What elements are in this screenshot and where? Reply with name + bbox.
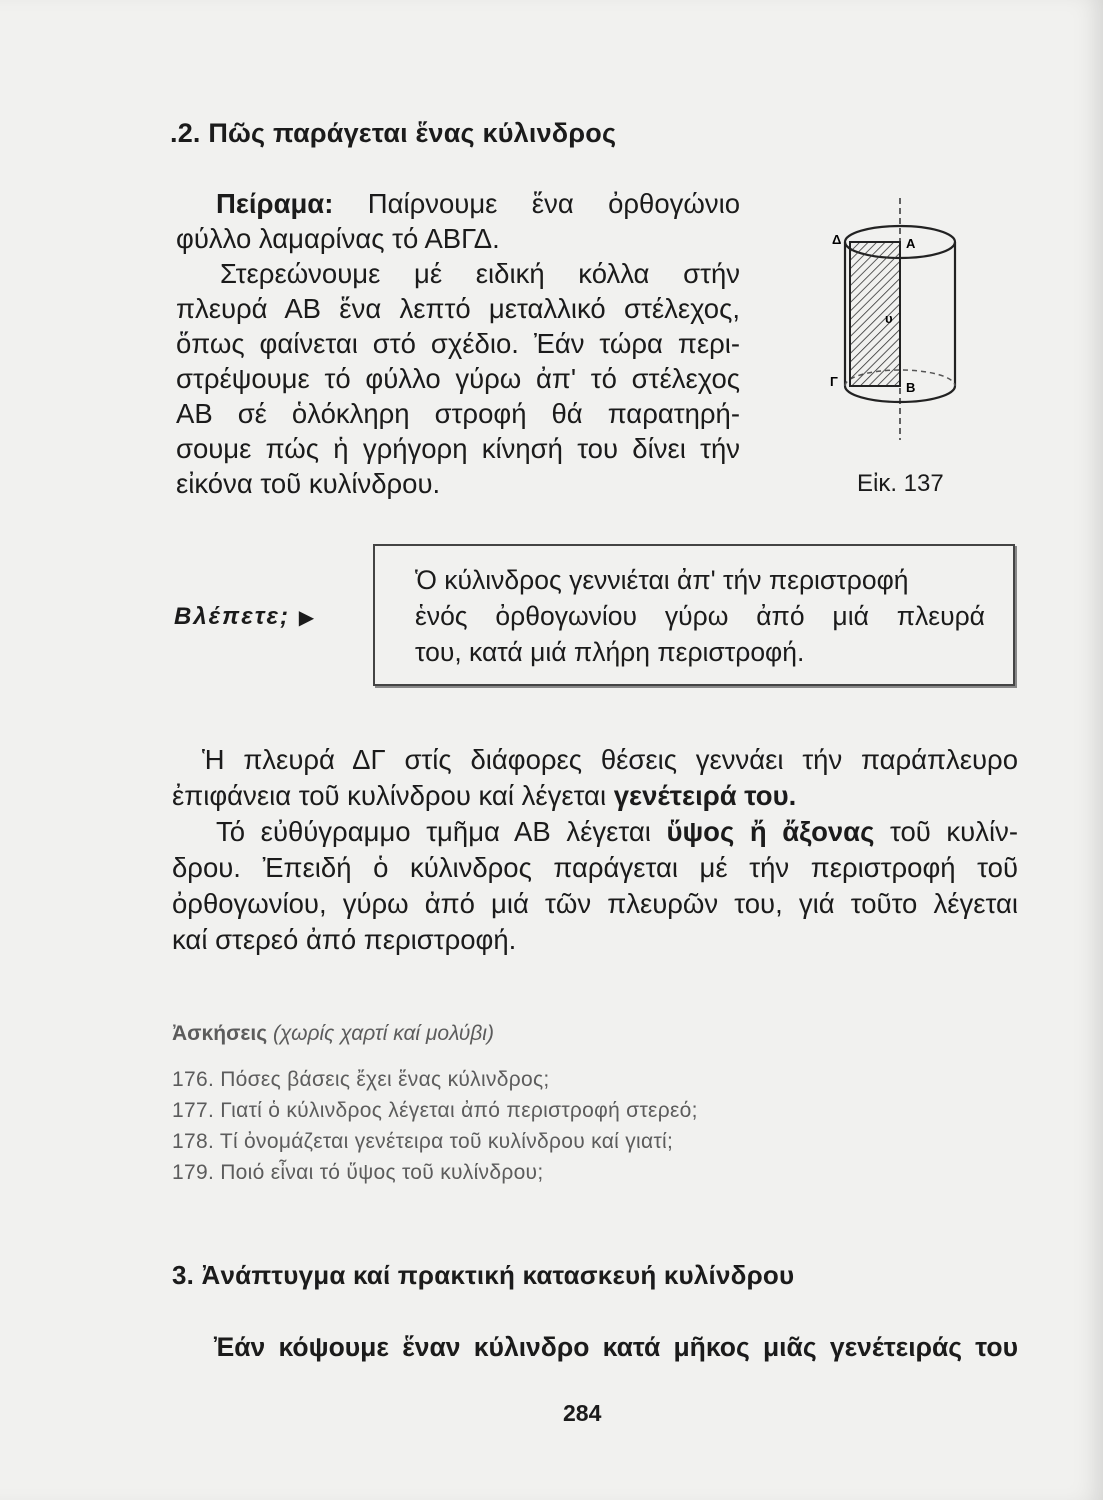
- exercise-176: 176. Πόσες βάσεις ἔχει ἕνας κύλινδρος;: [172, 1068, 550, 1091]
- page-number: 284: [563, 1400, 602, 1426]
- label-u: υ: [885, 311, 893, 326]
- body-p2-line-2: δρου. Ἐπειδή ὁ κύλινδρος παράγεται μέ τήν περιστροφή τοῦ: [172, 852, 1018, 883]
- body-p1-line-1: Ἡ πλευρά ΔΓ στίς διάφορες θέσεις γεννάει τήν παράπλευρο: [202, 744, 1018, 775]
- experiment-line-8: σουμε πώς ἡ γρήγορη κίνησή του δίνει τήν: [176, 433, 740, 464]
- label-b: Β: [906, 380, 916, 395]
- body-p2-line-4: καί στερεό ἀπό περιστροφή.: [172, 924, 517, 955]
- term-height-axis: ὕψος ἤ ἄξονας: [666, 816, 875, 847]
- exercises-heading: Ἀσκήσεις (χωρίς χαρτί καί μολύβι): [172, 1022, 494, 1045]
- body-p2-line-3: ὀρθογωνίου, γύρω ἀπό μιά τῶν πλευρῶν του, γιά τοῦτο λέγεται: [172, 888, 1018, 919]
- experiment-line-6: στρέψουμε τό φύλλο γύρω ἀπ' τό στέλεχος: [176, 363, 740, 394]
- section-3-first-line: Ἐάν κόψουμε ἕναν κύλινδρο κατά μῆκος μιᾶς γενέτειράς του: [214, 1332, 1018, 1362]
- section-2-title: .2. Πῶς παράγεται ἕνας κύλινδρος: [170, 118, 617, 148]
- body-p2-line-1: Τό εὐθύγραμμο τμῆμα ΑΒ λέγεται ὕψος ἤ ἄξονας τοῦ κυλίν-: [216, 816, 1018, 847]
- experiment-line-4: πλευρά ΑΒ ἕνα λεπτό μεταλλικό στέλεχος,: [176, 293, 740, 324]
- exercise-178: 178. Τί ὀνομάζεται γενέτειρα τοῦ κυλίνδρου καί γιατί;: [172, 1130, 674, 1153]
- experiment-line-1: Πείραμα: Παίρνουμε ἕνα ὀρθογώνιο: [176, 186, 740, 221]
- experiment-line-5: ὅπως φαίνεται στό σχέδιο. Ἐάν τώρα περι-: [176, 328, 740, 359]
- definition-line-1: Ὁ κύλινδρος γεννιέται ἀπ' τήν περιστροφή: [415, 565, 909, 595]
- experiment-label: Πείραμα:: [216, 188, 334, 219]
- experiment-line-7: ΑΒ σέ ὁλόκληρη στροφή θά παρατηρή-: [176, 398, 740, 429]
- definition-line-3: του, κατά μιά πλήρη περιστροφή.: [415, 637, 805, 667]
- section-3-title: 3. Ἀνάπτυγμα καί πρακτική κατασκευή κυλίνδρου: [172, 1260, 795, 1290]
- exercise-179: 179. Ποιό εἶναι τό ὕψος τοῦ κυλίνδρου;: [172, 1161, 544, 1184]
- exercises-list: [172, 1064, 698, 1188]
- body-paragraph-1: [172, 742, 1018, 814]
- experiment-paragraph: [176, 186, 740, 501]
- definition-line-2: ἑνός ὀρθογωνίου γύρω ἀπό μιά πλευρά: [415, 601, 985, 631]
- exercise-177: 177. Γιατί ὁ κύλινδρος λέγεται ἀπό περιστροφή στερεό;: [172, 1099, 698, 1122]
- body-paragraph-2: [172, 814, 1018, 958]
- experiment-line-9: εἰκόνα τοῦ κυλίνδρου.: [176, 468, 441, 499]
- body-p1-line-2: ἐπιφάνεια τοῦ κυλίνδρου καί λέγεται γενέτειρά του.: [172, 780, 797, 811]
- label-gamma: Γ: [830, 374, 838, 389]
- cylinder-figure: [818, 190, 968, 450]
- experiment-line-2: φύλλο λαμαρίνας τό ΑΒΓΔ.: [176, 223, 500, 254]
- see-label-group: [174, 603, 316, 631]
- term-generatrix: γενέτειρά του.: [613, 780, 797, 811]
- definition-box: [373, 544, 1015, 686]
- figure-caption: Εἰκ. 137: [857, 470, 944, 497]
- label-a: Α: [906, 236, 916, 251]
- see-label: Βλέπετε;: [174, 603, 291, 630]
- definition-text: [415, 562, 985, 670]
- label-delta: Δ: [832, 232, 842, 247]
- exercises-subheading: (χωρίς χαρτί καί μολύβι): [273, 1022, 494, 1045]
- arrow-right-icon: ▶: [298, 607, 317, 629]
- experiment-line-3: Στερεώνουμε μέ ειδική κόλλα στήν: [220, 258, 740, 289]
